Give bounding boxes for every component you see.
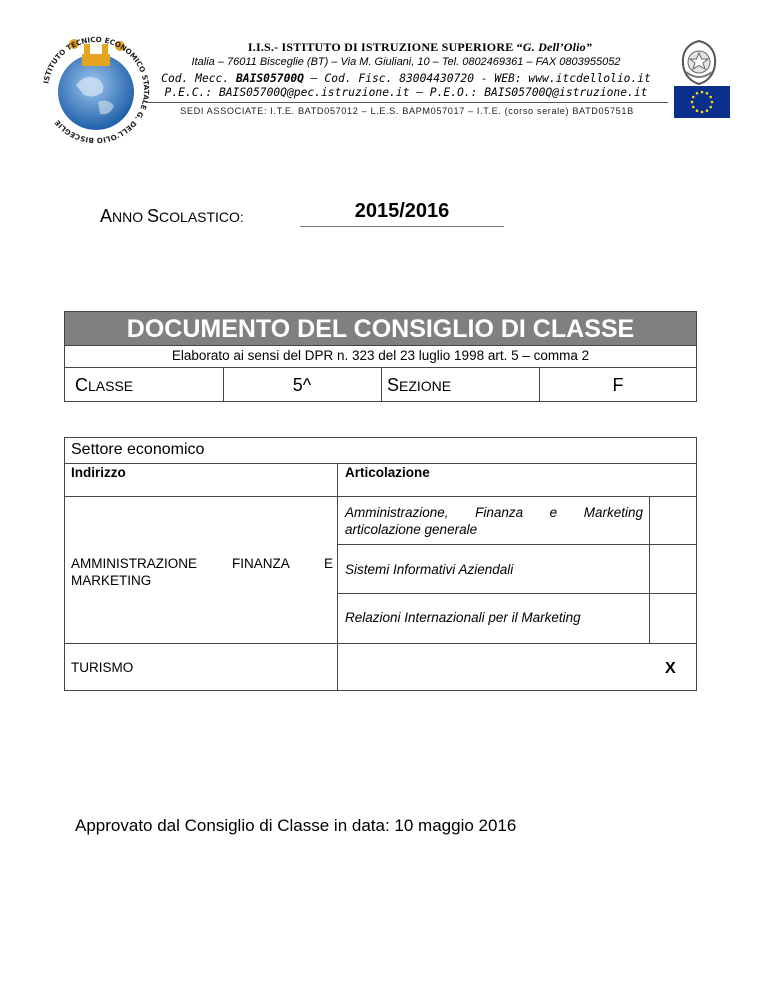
articolazione-rim: Relazioni Internazionali per il Marketing xyxy=(345,610,581,625)
document-subtitle: Elaborato ai sensi del DPR n. 323 del 23 luglio 1998 art. 5 – comma 2 xyxy=(64,345,697,368)
indirizzo-afm: AMMINISTRAZIONE FINANZA E MARKETING xyxy=(71,556,337,588)
school-logo xyxy=(36,30,156,150)
sezione-value: F xyxy=(612,375,624,395)
settore-title: Settore economico xyxy=(71,441,205,458)
logo-ring-text: ISTITUTO TECNICO ECONOMICO STATALE G. DELL'OLIO BISCEGLIE xyxy=(41,34,152,146)
col-indirizzo: Indirizzo xyxy=(71,465,126,480)
settore-table xyxy=(64,437,697,691)
eu-flag-icon xyxy=(674,86,730,118)
header-divider xyxy=(146,102,668,103)
col-articolazione: Articolazione xyxy=(345,465,430,480)
anno-scolastico-value: 2015/2016 xyxy=(354,200,450,222)
document-title: DOCUMENTO DEL CONSIGLIO DI CLASSE xyxy=(64,311,697,346)
articolazione-sia: Sistemi Informativi Aziendali xyxy=(345,562,514,577)
indirizzo-turismo: TURISMO xyxy=(71,660,134,675)
anno-underline xyxy=(300,226,504,227)
turismo-mark: X xyxy=(665,660,676,677)
anno-scolastico-label: ANNO SCOLASTICO: xyxy=(100,206,244,226)
approvato-text: Approvato dal Consiglio di Classe in data: 10 maggio 2016 xyxy=(75,816,517,835)
articolazione-afm: Amministrazione, Finanza e Marketing articolazione generale xyxy=(345,505,647,537)
sezione-label: SEZIONE xyxy=(387,375,452,395)
institute-address: Italia – 76011 Bisceglie (BT) – Via M. Giuliani, 10 – Tel. 0802469361 – FAX 0803955052 xyxy=(191,56,621,68)
classe-row xyxy=(64,367,697,402)
institute-name: I.I.S.- ISTITUTO DI ISTRUZIONE SUPERIORE “G. Dell’Olio” xyxy=(247,40,593,54)
classe-label: CLASSE xyxy=(75,375,134,395)
classe-value: 5^ xyxy=(292,375,312,395)
institute-codes: Cod. Mecc. BAIS05700Q – Cod. Fisc. 83004430720 - WEB: www.itcdellolio.it xyxy=(161,72,651,85)
italian-emblem-icon xyxy=(678,38,720,86)
institute-pec: P.E.C.: BAIS05700Q@pec.istruzione.it – P.E.O.: BAIS05700Q@istruzione.it xyxy=(164,86,648,99)
sedi-associate: SEDI ASSOCIATE: I.T.E. BATD057012 – L.E.S. BAPM057017 – I.T.E. (corso serale) BATD05751B xyxy=(180,106,634,116)
